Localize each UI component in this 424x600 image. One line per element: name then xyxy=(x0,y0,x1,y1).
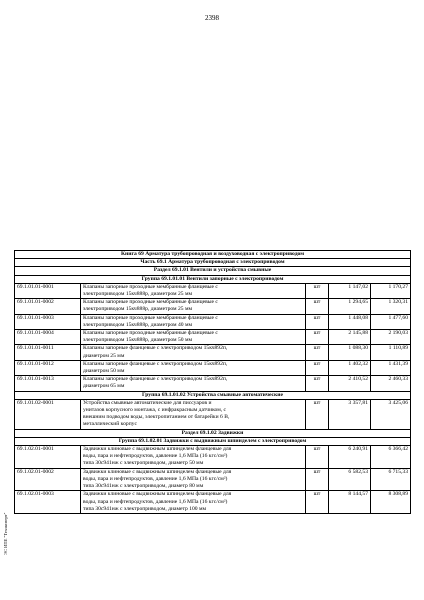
unit-cell: шт xyxy=(306,314,329,329)
resource-code: 69.1.01.02-0001 xyxy=(15,399,81,429)
resource-code: 69.1.02.01-0002 xyxy=(15,468,81,491)
description-line: Клапаны запорные проходные мембранные фланцевые с xyxy=(83,283,218,290)
price-release: 1 431,39 xyxy=(371,360,411,375)
price-estimate: 2 410,52 xyxy=(329,376,371,391)
price-release: 2 190,03 xyxy=(371,330,411,345)
price-release: 3 425,06 xyxy=(371,399,411,429)
table-row xyxy=(15,283,411,298)
unit-cell: шт xyxy=(306,283,329,298)
unit-cell: шт xyxy=(306,446,329,469)
description-line: Клапаны запорные проходные мембранные фланцевые с xyxy=(83,330,218,337)
description-line: внешним подводом воды, электропитанием от батарейки 6 В, xyxy=(83,414,230,421)
unit-cell: шт xyxy=(306,345,329,360)
price-estimate: 1 147,02 xyxy=(329,283,371,298)
unit-cell: шт xyxy=(306,376,329,391)
description-line: унитазов корпусного монтажа, с инфракрасным датчиком, с xyxy=(83,407,227,414)
price-estimate: 1 294,65 xyxy=(329,299,371,314)
unit-cell: шт xyxy=(306,468,329,491)
group-row xyxy=(15,391,411,399)
group-title: Группа 69.1.02.01 Задвижки с выдвижным шпинделем с электроприводом xyxy=(15,437,411,445)
price-release: 6 366,42 xyxy=(371,446,411,469)
description-line: воды, пара и нефтепродуктов, давление 1,6 МПа (16 кгс/см²) xyxy=(83,498,228,505)
description-line: типа 30с941нж с электроприводом, диаметр 100 мм xyxy=(83,505,207,512)
resource-code: 69.1.02.01-0001 xyxy=(15,446,81,469)
table-row xyxy=(15,345,411,360)
price-estimate: 2 145,88 xyxy=(329,330,371,345)
resource-code: 69.1.01.01-0004 xyxy=(15,330,81,345)
price-estimate: 3 357,81 xyxy=(329,399,371,429)
group-row xyxy=(15,437,411,445)
description-line: Задвижки клиновые с выдвижным шпинделем фланцевые для xyxy=(83,468,232,475)
group-title: Группа 69.1.01.02 Устройства смывные автоматические xyxy=(15,391,411,399)
resource-code: 69.1.01.01-0001 xyxy=(15,283,81,298)
section-row xyxy=(15,267,411,275)
resource-description xyxy=(81,491,306,514)
group-row xyxy=(15,275,411,283)
table-row xyxy=(15,491,411,514)
description-line: типа 30с941нж с электроприводом, диаметр 50 мм xyxy=(83,460,204,467)
part-title-row xyxy=(15,259,411,267)
price-table xyxy=(14,250,411,514)
description-line: диаметром 50 мм xyxy=(83,368,125,375)
resource-code: 69.1.01.01-0002 xyxy=(15,299,81,314)
price-release: 1 170,27 xyxy=(371,283,411,298)
unit-cell: шт xyxy=(306,330,329,345)
description-line: металлический корпус xyxy=(83,421,137,428)
price-release: 8 308,89 xyxy=(371,491,411,514)
book-title: Книга 69 Арматура трубопроводная и воздуховодная с электроприводом xyxy=(15,251,411,259)
description-line: электроприводом 15кч888р, диаметром 50 мм xyxy=(83,337,193,344)
description-line: Клапаны запорные фланцевые с электроприводом 15кч892п, xyxy=(83,345,228,352)
unit-cell: шт xyxy=(306,491,329,514)
table-row xyxy=(15,446,411,469)
description-line: диаметром 65 мм xyxy=(83,383,125,390)
description-line: воды, пара и нефтепродуктов, давление 1,6 МПа (16 кгс/см²) xyxy=(83,475,228,482)
resource-code: 69.1.01.01-0011 xyxy=(15,345,81,360)
resource-description xyxy=(81,446,306,469)
unit-cell: шт xyxy=(306,299,329,314)
description-line: электроприводом 15кч888р, диаметром 25 мм xyxy=(83,306,193,313)
price-estimate: 6 582,53 xyxy=(329,468,371,491)
description-line: Клапаны запорные фланцевые с электроприводом 15кч892п, xyxy=(83,360,228,367)
price-estimate: 1 402,32 xyxy=(329,360,371,375)
resource-description xyxy=(81,314,306,329)
resource-code: 69.1.01.01-0012 xyxy=(15,360,81,375)
price-estimate: 8 144,57 xyxy=(329,491,371,514)
resource-code: 69.1.02.01-0003 xyxy=(15,491,81,514)
part-title: Часть 69.1 Арматура трубопроводная с электроприводом xyxy=(15,259,411,267)
group-title: Группа 69.1.01.01 Вентили запорные с электроприводом xyxy=(15,275,411,283)
description-line: Клапаны запорные фланцевые с электроприводом 15кч892п, xyxy=(83,376,228,383)
table-row xyxy=(15,360,411,375)
description-line: электроприводом 15кч888р, диаметром 40 мм xyxy=(83,321,193,328)
resource-description xyxy=(81,283,306,298)
table-row xyxy=(15,376,411,391)
table-row xyxy=(15,399,411,429)
description-line: Клапаны запорные проходные мембранные фланцевые с xyxy=(83,299,218,306)
price-release: 1 110,89 xyxy=(371,345,411,360)
description-line: воды, пара и нефтепродуктов, давление 1,6 МПа (16 кгс/см²) xyxy=(83,453,228,460)
resource-description xyxy=(81,468,306,491)
price-release: 6 715,33 xyxy=(371,468,411,491)
unit-cell: шт xyxy=(306,399,329,429)
description-line: электроприводом 15кч888р, диаметром 25 мм xyxy=(83,291,193,298)
resource-description xyxy=(81,330,306,345)
section-title: Раздел 69.1.01 Вентили и устройства смывные xyxy=(15,267,411,275)
table-row xyxy=(15,330,411,345)
description-line: Устройства смывные автоматические для писсуаров и xyxy=(83,399,212,406)
resource-description xyxy=(81,376,306,391)
resource-description xyxy=(81,399,306,429)
table-row xyxy=(15,299,411,314)
resource-code: 69.1.01.01-0003 xyxy=(15,314,81,329)
description-line: диаметром 25 мм xyxy=(83,352,125,359)
resource-description xyxy=(81,299,306,314)
price-release: 2 460,33 xyxy=(371,376,411,391)
resource-description xyxy=(81,360,306,375)
section-row xyxy=(15,429,411,437)
price-release: 1 320,31 xyxy=(371,299,411,314)
table-row xyxy=(15,314,411,329)
description-line: Клапаны запорные проходные мембранные фланцевые с xyxy=(83,314,218,321)
book-title-row xyxy=(15,251,411,259)
resource-code: 69.1.01.01-0013 xyxy=(15,376,81,391)
price-release: 1 477,60 xyxy=(371,314,411,329)
side-watermark: ЭС ИПЕ "Техэксперт" xyxy=(3,512,8,555)
description-line: типа 30с941нж с электроприводом, диаметр 80 мм xyxy=(83,483,204,490)
price-estimate: 1 088,30 xyxy=(329,345,371,360)
price-estimate: 6 240,91 xyxy=(329,446,371,469)
page-number: 2398 xyxy=(205,14,219,22)
table-row xyxy=(15,468,411,491)
resource-description xyxy=(81,345,306,360)
description-line: Задвижки клиновые с выдвижным шпинделем фланцевые для xyxy=(83,446,232,453)
section-title: Раздел 69.1.02 Задвижки xyxy=(15,429,411,437)
unit-cell: шт xyxy=(306,360,329,375)
description-line: Задвижки клиновые с выдвижным шпинделем фланцевые для xyxy=(83,491,232,498)
price-estimate: 1 448,08 xyxy=(329,314,371,329)
